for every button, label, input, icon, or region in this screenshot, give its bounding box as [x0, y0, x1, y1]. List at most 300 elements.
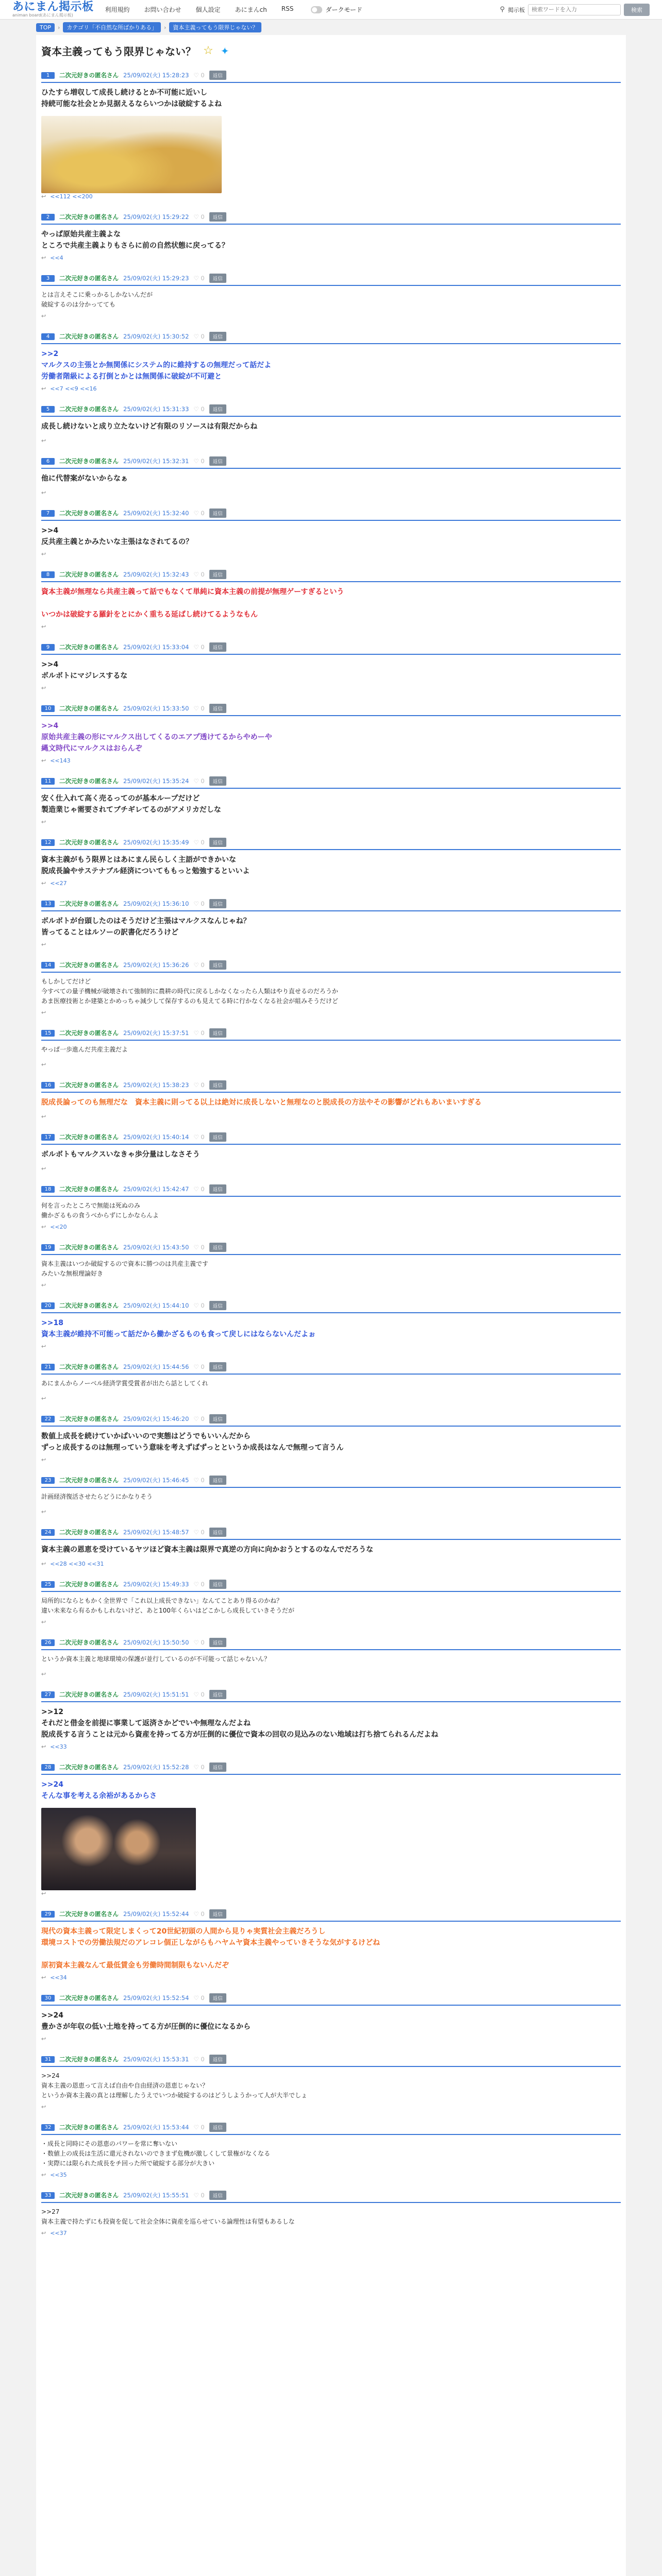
heart-icon[interactable]: ♡ 0 [193, 1185, 205, 1193]
post [36, 1522, 626, 1574]
post-body: 資本主義の恩恵を受けているヤツほど資本主義は限界で真逆の方向に向かおうとするのなんでだろうな [41, 1546, 373, 1554]
reply-arrow-icon: ↩ [41, 1009, 46, 1016]
post [36, 65, 626, 207]
post-header [41, 1414, 621, 1427]
post-date: 25/09/02(火) 15:38:23 [123, 1081, 189, 1089]
post-date: 25/09/02(火) 15:51:51 [123, 1691, 189, 1698]
vote-count: 0 [201, 405, 205, 413]
vote-count: 0 [201, 1185, 205, 1193]
heart-icon[interactable]: ♡ 0 [193, 1081, 205, 1089]
reply-arrow-icon: ↩ [41, 1743, 46, 1750]
reply-button[interactable]: 返信 [209, 1362, 226, 1371]
post-number[interactable]: 21 [41, 1364, 55, 1370]
reply-button[interactable]: 返信 [209, 570, 226, 579]
reply-links[interactable]: <<33 [50, 1743, 67, 1750]
post [36, 1075, 626, 1127]
post-author: 二次元好きの匿名さん [59, 510, 119, 517]
vote-count: 0 [201, 1133, 205, 1141]
post-date: 25/09/02(火) 15:52:54 [123, 1994, 189, 2002]
reply-button[interactable]: 返信 [209, 899, 226, 908]
post [36, 268, 626, 327]
post-number[interactable]: 23 [41, 1477, 55, 1484]
reply-button[interactable]: 返信 [209, 642, 226, 652]
post-date: 25/09/02(火) 15:32:43 [123, 571, 189, 578]
post-author: 二次元好きの匿名さん [59, 705, 119, 712]
post [36, 894, 626, 955]
heart-icon[interactable]: ♡ 0 [193, 405, 205, 413]
post-number[interactable]: 26 [41, 1639, 55, 1646]
heart-icon[interactable]: ♡ 0 [193, 1029, 205, 1037]
post-footer [41, 2104, 621, 2117]
post-footer [41, 757, 621, 771]
post-header [41, 570, 621, 582]
reply-button[interactable]: 返信 [209, 2123, 226, 2132]
post-number[interactable]: 14 [41, 962, 55, 969]
post-number[interactable]: 13 [41, 901, 55, 907]
reply-button[interactable]: 返信 [209, 1184, 226, 1194]
post-number[interactable]: 28 [41, 1764, 55, 1771]
vote-count: 0 [201, 1415, 205, 1422]
post-number[interactable]: 3 [41, 275, 55, 282]
vote-count: 0 [201, 1639, 205, 1646]
post-body: >>27 資本主義で持たずにも投資を促して社会全体に資産を巡らせている論理性は有望もあるしな [41, 2208, 295, 2225]
reply-button[interactable]: 返信 [209, 776, 226, 786]
post-date: 25/09/02(火) 15:46:45 [123, 1477, 189, 1484]
post-date: 25/09/02(火) 15:40:14 [123, 1133, 189, 1141]
post-body: >>18 資本主義が維持不可能って話だから働かざるものも食って戻しにはならないんだよぉ [41, 1319, 316, 1338]
vote-count: 0 [201, 275, 205, 282]
post-number[interactable]: 8 [41, 571, 55, 578]
reply-button[interactable]: 返信 [209, 404, 226, 414]
post-footer [41, 2172, 621, 2185]
post-header [41, 704, 621, 716]
site-logo[interactable] [12, 2, 94, 18]
post-footer [41, 1165, 621, 1179]
post-image[interactable] [41, 116, 222, 193]
heart-icon[interactable]: ♡ 0 [193, 1994, 205, 2002]
post-body: >>24 資本主義の恩恵って言えば自由や自由経済の恩恵じゃない？ というか資本主義の真とは理解したうえでいつか破綻するのはどうしようかって人が大半でしょ [41, 2072, 308, 2099]
post-header [41, 1080, 621, 1093]
post-header [41, 1762, 621, 1775]
post-header [41, 2123, 621, 2135]
post-author: 二次元好きの匿名さん [59, 1994, 119, 2002]
heart-icon[interactable]: ♡ 0 [193, 1302, 205, 1309]
reply-arrow-icon: ↩ [41, 489, 46, 496]
darkmode-label: ダークモード [325, 6, 362, 13]
post-header [41, 1362, 621, 1375]
post-image[interactable] [41, 1808, 196, 1890]
heart-icon[interactable]: ♡ 0 [193, 643, 205, 651]
vote-count: 0 [201, 1029, 205, 1037]
post-footer [41, 1509, 621, 1522]
reply-button[interactable]: 返信 [209, 212, 226, 222]
post-date: 25/09/02(火) 15:42:47 [123, 1185, 189, 1193]
reply-button[interactable]: 返信 [209, 2055, 226, 2064]
post-header [41, 1580, 621, 1592]
post-date: 25/09/02(火) 15:36:26 [123, 961, 189, 969]
heart-icon[interactable]: ♡ 0 [193, 1639, 205, 1646]
post-number[interactable]: 10 [41, 705, 55, 712]
reply-button[interactable]: 返信 [209, 456, 226, 466]
twitter-icon[interactable]: ✦ [220, 44, 229, 57]
heart-icon[interactable]: ♡ 0 [193, 1910, 205, 1918]
heart-icon[interactable]: ♡ 0 [193, 1764, 205, 1771]
post-author: 二次元好きの匿名さん [59, 405, 119, 413]
reply-arrow-icon: ↩ [41, 1974, 46, 1981]
post-number[interactable]: 17 [41, 1134, 55, 1141]
post-header [41, 1528, 621, 1540]
heart-icon[interactable]: ♡ 0 [193, 1529, 205, 1536]
heart-icon[interactable]: ♡ 0 [193, 571, 205, 578]
vote-count: 0 [201, 839, 205, 846]
post-author: 二次元好きの匿名さん [59, 2124, 119, 2131]
post-date: 25/09/02(火) 15:31:33 [123, 405, 189, 413]
post-footer [41, 1619, 621, 1633]
post-header [41, 1301, 621, 1313]
post [36, 451, 626, 503]
reply-button[interactable]: 返信 [209, 1301, 226, 1310]
post-number[interactable]: 7 [41, 510, 55, 517]
reply-button[interactable]: 返信 [209, 1414, 226, 1423]
post-date: 25/09/02(火) 15:33:04 [123, 643, 189, 651]
vote-count: 0 [201, 2056, 205, 2063]
heart-icon[interactable]: ♡ 0 [193, 1415, 205, 1422]
post-body: >>4 原始共産主義の形にマルクス出してくるのエアプ透けてるからやめーや 縄文時代にマルクスはおらんぞ [41, 722, 272, 753]
post-body: >>12 それだと借金を前提に事業して返済さかどでいや無理なんだよね 脱成長する言うことは元から資産を持ってる方が圧倒的に優位で資本の回収の見込みのない地域は打ち捨てられるんだよね [41, 1708, 438, 1739]
post [36, 1023, 626, 1075]
heart-icon[interactable]: ♡ 0 [193, 961, 205, 969]
breadcrumb-thread[interactable]: 資本主義ってもう限界じゃない？ [169, 22, 261, 32]
post-number[interactable]: 19 [41, 1244, 55, 1251]
post-number[interactable]: 16 [41, 1082, 55, 1089]
post-footer [41, 623, 621, 637]
thread-container [36, 35, 626, 2576]
heart-icon[interactable]: ♡ 0 [193, 213, 205, 221]
post-header [41, 899, 621, 911]
reply-arrow-icon: ↩ [41, 1395, 46, 1402]
reply-arrow-icon: ↩ [41, 255, 46, 261]
reply-arrow-icon: ↩ [41, 1113, 46, 1120]
heart-icon[interactable]: ♡ 0 [193, 333, 205, 340]
vote-count: 0 [201, 1081, 205, 1089]
post [36, 771, 626, 833]
post-footer [41, 1456, 621, 1470]
post-number[interactable]: 33 [41, 2192, 55, 2199]
post-header [41, 1638, 621, 1650]
search-icon: ⚲ [500, 6, 505, 13]
post-author: 二次元好きの匿名さん [59, 1363, 119, 1370]
heart-icon[interactable]: ♡ 0 [193, 1581, 205, 1588]
reply-button[interactable]: 返信 [209, 274, 226, 283]
post-date: 25/09/02(火) 15:44:56 [123, 1363, 189, 1370]
post-list [36, 65, 626, 2244]
post-number[interactable]: 12 [41, 839, 55, 846]
post-body: 成長し続けないと成り立たないけど有限のリソースは有限だからね [41, 422, 258, 431]
post-footer [41, 1890, 621, 1904]
post-number[interactable]: 31 [41, 2056, 55, 2063]
post-footer [41, 551, 621, 565]
post [36, 1757, 626, 1904]
reply-button[interactable]: 返信 [209, 1080, 226, 1090]
header-nav [105, 5, 294, 14]
post [36, 1179, 626, 1238]
heart-icon[interactable]: ♡ 0 [193, 1244, 205, 1251]
vote-count: 0 [201, 643, 205, 651]
breadcrumb-category[interactable]: カテゴリ「不自然な所ばかりある」 [63, 22, 161, 32]
post [36, 327, 626, 399]
post-number[interactable]: 9 [41, 644, 55, 651]
post-number[interactable]: 24 [41, 1529, 55, 1536]
heart-icon[interactable]: ♡ 0 [193, 2056, 205, 2063]
breadcrumb-top[interactable]: TOP [36, 23, 55, 32]
nav-rss[interactable]: RSS [281, 5, 294, 12]
post-body: >>4 ボルボトにマジレスするな [41, 660, 128, 680]
heart-icon[interactable]: ♡ 0 [193, 900, 205, 907]
search-button[interactable]: 検索 [624, 4, 650, 16]
vote-count: 0 [201, 1302, 205, 1309]
nav-animanch[interactable]: あにまんch [235, 6, 267, 13]
reply-button[interactable]: 返信 [209, 1476, 226, 1485]
vote-count: 0 [201, 1363, 205, 1370]
post-author: 二次元好きの匿名さん [59, 900, 119, 907]
post-body: >>24 そんな事を考える余裕があるからさ [41, 1781, 157, 1800]
heart-icon[interactable]: ♡ 0 [193, 777, 205, 785]
post-date: 25/09/02(火) 15:53:31 [123, 2056, 189, 2063]
post-header [41, 2055, 621, 2067]
post [36, 1409, 626, 1470]
reply-button[interactable]: 返信 [209, 71, 226, 80]
post-number[interactable]: 29 [41, 1911, 55, 1918]
post-author: 二次元好きの匿名さん [59, 1691, 119, 1698]
post-number[interactable]: 18 [41, 1186, 55, 1193]
reply-button[interactable]: 返信 [209, 1528, 226, 1537]
reply-arrow-icon: ↩ [41, 1456, 46, 1463]
post-header [41, 509, 621, 521]
post [36, 2185, 626, 2244]
reply-arrow-icon: ↩ [41, 757, 46, 764]
reply-links[interactable]: <<35 [50, 2172, 67, 2178]
post-date: 25/09/02(火) 15:55:51 [123, 2192, 189, 2199]
post-body: 何を言ったところで無能は死ぬのみ 働かざるもの食うべからずにしかならんよ [41, 1202, 159, 1219]
reply-button[interactable]: 返信 [209, 1690, 226, 1699]
reply-button[interactable]: 返信 [209, 960, 226, 970]
reply-arrow-icon: ↩ [41, 193, 46, 200]
post-footer [41, 1009, 621, 1023]
reply-links[interactable]: <<143 [50, 757, 71, 764]
reply-button[interactable]: 返信 [209, 1580, 226, 1589]
reply-links[interactable]: <<4 [50, 255, 63, 261]
post [36, 637, 626, 699]
reply-arrow-icon: ↩ [41, 941, 46, 948]
logo-subtext: animan board(あにまん掲示板) [12, 13, 73, 18]
vote-count: 0 [201, 1244, 205, 1251]
post-footer [41, 1671, 621, 1685]
post-body: >>4 反共産主義とかみたいな主張はなされてるの？ [41, 527, 193, 546]
reply-button[interactable]: 返信 [209, 1132, 226, 1142]
reply-arrow-icon: ↩ [41, 1224, 46, 1230]
nav-settings[interactable]: 個人設定 [195, 6, 221, 13]
vote-count: 0 [201, 2192, 205, 2199]
reply-button[interactable]: 返信 [209, 1993, 226, 2003]
post-footer [41, 1113, 621, 1127]
heart-icon[interactable]: ♡ 0 [193, 72, 205, 79]
heart-icon[interactable]: ♡ 0 [193, 1691, 205, 1698]
post-date: 25/09/02(火) 15:33:50 [123, 705, 189, 712]
post-footer [41, 1224, 621, 1238]
post-date: 25/09/02(火) 15:37:51 [123, 1029, 189, 1037]
post-date: 25/09/02(火) 15:52:28 [123, 1764, 189, 1771]
post-header [41, 1184, 621, 1197]
heart-icon[interactable]: ♡ 0 [193, 275, 205, 282]
post-date: 25/09/02(火) 15:36:10 [123, 900, 189, 907]
post [36, 1238, 626, 1296]
heart-icon[interactable]: ♡ 0 [193, 1133, 205, 1141]
reply-arrow-icon: ↩ [41, 880, 46, 887]
post-body: 計画経済復活させたらどうにかなりそう [41, 1493, 153, 1500]
reply-button[interactable]: 返信 [209, 332, 226, 341]
vote-count: 0 [201, 1910, 205, 1918]
post-number[interactable]: 30 [41, 1995, 55, 2002]
post-number[interactable]: 27 [41, 1691, 55, 1698]
post-header [41, 1243, 621, 1255]
post-body: というか資本主義と地球環境の保護が並行しているのが不可能って話じゃないん？ [41, 1655, 271, 1663]
vote-count: 0 [201, 1691, 205, 1698]
post-header [41, 960, 621, 973]
post-author: 二次元好きの匿名さん [59, 643, 119, 651]
post-number[interactable]: 11 [41, 778, 55, 785]
post-footer [41, 1282, 621, 1296]
post-header [41, 332, 621, 344]
thread-title-row [36, 43, 626, 65]
darkmode-toggle[interactable] [311, 5, 362, 14]
reply-button[interactable]: 返信 [209, 509, 226, 518]
reply-links[interactable]: <<20 [50, 1224, 67, 1230]
star-icon[interactable]: ☆ [203, 44, 213, 57]
heart-icon[interactable]: ♡ 0 [193, 1363, 205, 1370]
thread-title: 資本主義ってもう限界じゃない？ [41, 45, 196, 58]
post-author: 二次元好きの匿名さん [59, 1029, 119, 1037]
heart-icon[interactable]: ♡ 0 [193, 839, 205, 846]
reply-links[interactable]: <<7 <<9 <<16 [50, 385, 97, 392]
post-body: とは言えそこに乗っかるしかないんだが 破綻するのは分かってても [41, 291, 153, 308]
site-header [0, 0, 662, 20]
post [36, 399, 626, 451]
nav-contact[interactable]: お問い合わせ [144, 6, 181, 13]
breadcrumb-separator: › [163, 24, 167, 31]
reply-arrow-icon: ↩ [41, 1343, 46, 1350]
post-date: 25/09/02(火) 15:35:49 [123, 839, 189, 846]
post-footer [41, 2230, 621, 2244]
post-header [41, 404, 621, 417]
reply-arrow-icon: ↩ [41, 385, 46, 392]
reply-links[interactable]: <<112 <<200 [50, 193, 93, 200]
post-author: 二次元好きの匿名さん [59, 1477, 119, 1484]
post-number[interactable]: 20 [41, 1302, 55, 1309]
reply-links[interactable]: <<28 <<30 <<31 [50, 1561, 104, 1567]
post-number[interactable]: 5 [41, 406, 55, 413]
post [36, 2117, 626, 2185]
post-number[interactable]: 22 [41, 1416, 55, 1422]
vote-count: 0 [201, 1994, 205, 2002]
reply-links[interactable]: <<37 [50, 2230, 67, 2236]
reply-arrow-icon: ↩ [41, 819, 46, 825]
post-body: 現代の資本主義って限定しまくって20世紀初頭の人間から見りゃ実質社会主義だろうし 環境コストでの労働法規だのアレコレ個正しながらもハヤムヤ資本主義やっていきそうな気がするけどね 原初資本主義なんて最低賃金も労働時間制限もないんだぞ [41, 1927, 380, 1970]
reply-arrow-icon: ↩ [41, 1671, 46, 1677]
post-footer [41, 819, 621, 833]
reply-links[interactable]: <<27 [50, 880, 67, 887]
reply-button[interactable]: 返信 [209, 1028, 226, 1038]
post-date: 25/09/02(火) 15:30:52 [123, 333, 189, 340]
nav-terms[interactable]: 利用規約 [105, 6, 130, 13]
reply-arrow-icon: ↩ [41, 2104, 46, 2110]
post-author: 二次元好きの匿名さん [59, 457, 119, 465]
reply-button[interactable]: 返信 [209, 2191, 226, 2200]
reply-button[interactable]: 返信 [209, 1909, 226, 1919]
post-number[interactable]: 6 [41, 458, 55, 465]
vote-count: 0 [201, 900, 205, 907]
post-body: ひたすら増収して成長し続けるとか不可能に近いし 持続可能な社会とか見据えるならいつかは破綻するよね [41, 89, 222, 108]
post [36, 1633, 626, 1685]
post-header [41, 1690, 621, 1702]
post-number[interactable]: 2 [41, 214, 55, 221]
reply-button[interactable]: 返信 [209, 1762, 226, 1772]
post-header [41, 274, 621, 286]
post [36, 1127, 626, 1179]
reply-button[interactable]: 返信 [209, 838, 226, 847]
heart-icon[interactable]: ♡ 0 [193, 2124, 205, 2131]
post-author: 二次元好きの匿名さん [59, 1910, 119, 1918]
reply-links[interactable]: <<34 [50, 1974, 67, 1981]
post-number[interactable]: 25 [41, 1581, 55, 1588]
post-number[interactable]: 1 [41, 72, 55, 79]
vote-count: 0 [201, 333, 205, 340]
post-author: 二次元好きの匿名さん [59, 1244, 119, 1251]
post-footer [41, 1343, 621, 1357]
post-body: やっぱ一歩進んだ共産主義だよ [41, 1046, 128, 1053]
post-number[interactable]: 15 [41, 1030, 55, 1037]
post-body: もしかしてだけど 今すべての量子機械が破壊されて強制的に農耕の時代に戻るしかなくなったら人類はやり直せるのだろうか あま医療技術とか建築とかめっちゃ減少して保存するのも見えてる時に行かなくなる社会が組みそうだけど [41, 978, 338, 1005]
heart-icon[interactable]: ♡ 0 [193, 705, 205, 712]
reply-arrow-icon: ↩ [41, 1061, 46, 1068]
post-number[interactable]: 4 [41, 333, 55, 340]
post-date: 25/09/02(火) 15:46:20 [123, 1415, 189, 1422]
vote-count: 0 [201, 777, 205, 785]
vote-count: 0 [201, 1477, 205, 1484]
reply-button[interactable]: 返信 [209, 1638, 226, 1647]
heart-icon[interactable]: ♡ 0 [193, 457, 205, 465]
post-body: 脱成長論ってのも無理だな 資本主義に則ってる以上は絶対に成長しないと無理なのと脱成長の方法やその影響がどれもあいまいすぎる [41, 1098, 482, 1107]
reply-button[interactable]: 返信 [209, 704, 226, 713]
vote-count: 0 [201, 213, 205, 221]
post [36, 955, 626, 1023]
logo-text[interactable]: あにまん掲示板 [12, 1, 94, 13]
search-area [500, 4, 650, 16]
post-body: 他に代替案がないからなぁ [41, 474, 128, 483]
post-number[interactable]: 32 [41, 2124, 55, 2131]
post-footer [41, 193, 621, 207]
post-author: 二次元好きの匿名さん [59, 1581, 119, 1588]
heart-icon[interactable]: ♡ 0 [193, 510, 205, 517]
post [36, 2049, 626, 2117]
reply-button[interactable]: 返信 [209, 1243, 226, 1252]
post-footer [41, 437, 621, 451]
heart-icon[interactable]: ♡ 0 [193, 1477, 205, 1484]
post-body: あにまんからノーベル経済学賞受賞者が出たら話としてくれ [41, 1380, 208, 1387]
heart-icon[interactable]: ♡ 0 [193, 2192, 205, 2199]
post-body: ボルボトもマルクスいなきゃ歩分量はしなさそう [41, 1150, 200, 1159]
search-input[interactable] [528, 4, 621, 15]
toggle-switch-icon[interactable] [311, 6, 322, 13]
